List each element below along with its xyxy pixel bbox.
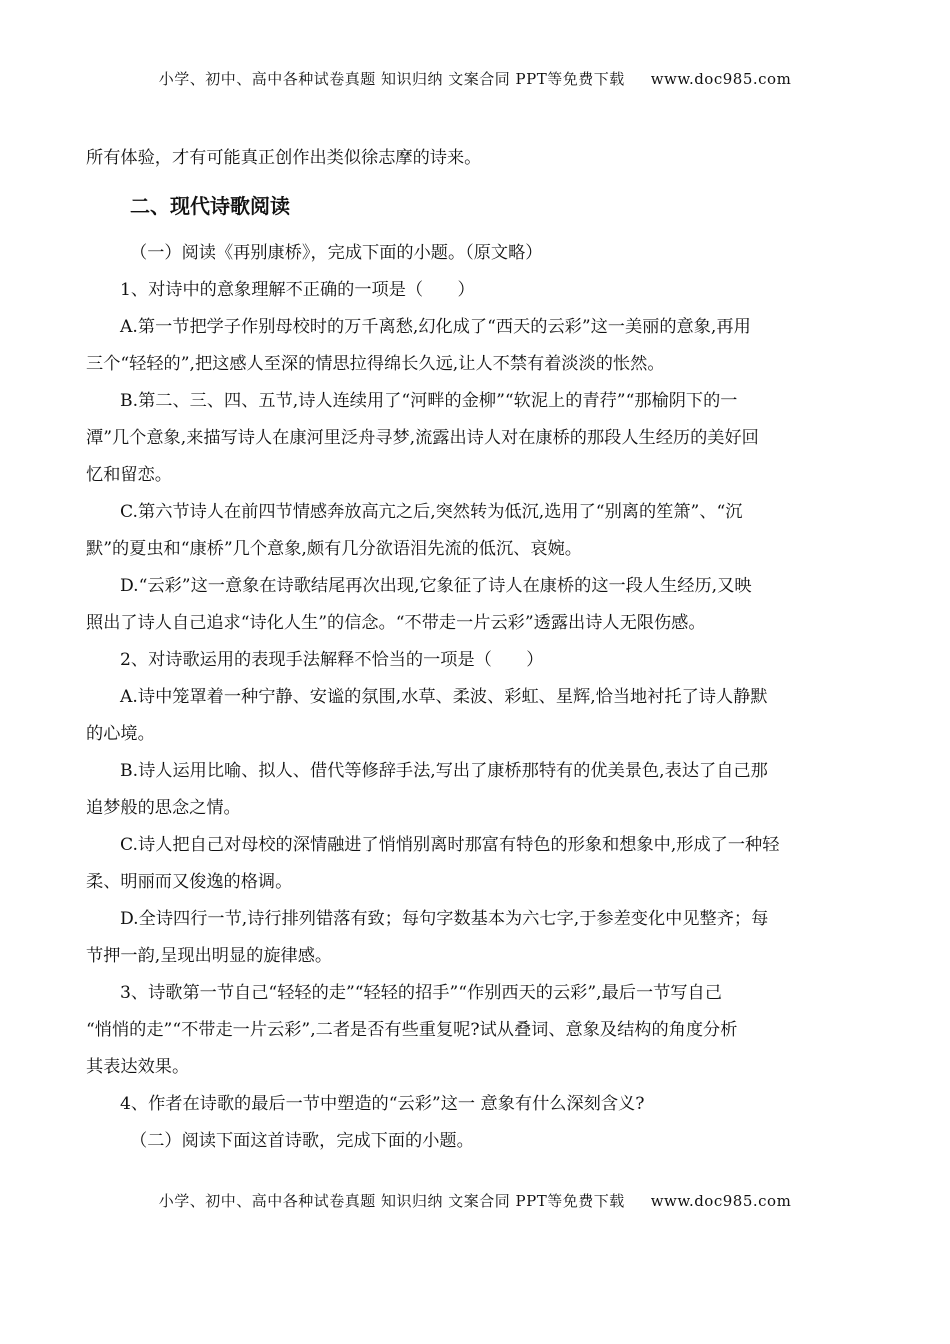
q1-option-b (86, 383, 866, 494)
q2-c-line-2: 柔、明丽而又俊逸的格调。 (86, 872, 293, 892)
page-header (0, 68, 950, 89)
document-body (86, 140, 866, 1160)
q1-d-line-2: 照出了诗人自己追求“诗化人生”的信念。“不带走一片云彩”透露出诗人无限伤感。 (86, 613, 706, 633)
q2-option-b (86, 753, 866, 827)
q2-d-line-1: D.全诗四行一节,诗行排列错落有致；每句字数基本为六七字,于参差变化中见整齐；每 (120, 909, 769, 929)
q3-line-2: “悄悄的走”“不带走一片云彩”,二者是否有些重复呢?试从叠词、意象及结构的角度分析 (86, 1020, 738, 1040)
q1-option-a (86, 309, 866, 383)
part2-heading: （二）阅读下面这首诗歌，完成下面的小题。 (130, 1131, 474, 1151)
q1-c-line-2: 默”的夏虫和“康桥”几个意象,颇有几分欲语泪先流的低沉、哀婉。 (86, 539, 582, 559)
q1-stem: 1、对诗中的意象理解不正确的一项是（ ） (120, 280, 475, 300)
q3-line-3: 其表达效果。 (86, 1057, 190, 1077)
q1-option-d (86, 568, 866, 642)
footer-text: 小学、初中、高中各种试卷真题 知识归纳 文案合同 PPT等免费下载 (158, 1192, 625, 1210)
section-title: 二、现代诗歌阅读 (130, 194, 290, 218)
header-site-link[interactable]: www.doc985.com (650, 70, 792, 88)
q1-a-line-2: 三个“轻轻的”,把这感人至深的情思拉得绵长久远,让人不禁有着淡淡的怅然。 (86, 354, 665, 374)
q1-a-line-1: A.第一节把学子作别母校时的万千离愁,幻化成了“西天的云彩”这一美丽的意象,再用 (120, 317, 751, 337)
intro-line: 所有体验，才有可能真正创作出类似徐志摩的诗来。 (86, 148, 482, 168)
q2-b-line-1: B.诗人运用比喻、拟人、借代等修辞手法,写出了康桥那特有的优美景色,表达了自己那 (120, 761, 768, 781)
q2-option-d (86, 901, 866, 975)
q3-line-1: 3、诗歌第一节自己“轻轻的走”“轻轻的招手”“作别西天的云彩”,最后一节写自己 (120, 983, 722, 1003)
q2-d-line-2: 节押一韵,呈现出明显的旋律感。 (86, 946, 333, 966)
page-footer (0, 1190, 950, 1211)
q1-b-line-2: 潭”几个意象,来描写诗人在康河里泛舟寻梦,流露出诗人对在康桥的那段人生经历的美好回 (86, 428, 759, 448)
q1-c-line-1: C.第六节诗人在前四节情感奔放高亢之后,突然转为低沉,选用了“别离的笙箫”、“沉 (120, 502, 743, 522)
q2-b-line-2: 追梦般的思念之情。 (86, 798, 241, 818)
header-text: 小学、初中、高中各种试卷真题 知识归纳 文案合同 PPT等免费下载 (158, 70, 625, 88)
q2-stem: 2、对诗歌运用的表现手法解释不恰当的一项是（ ） (120, 650, 544, 670)
q1-d-line-1: D.“云彩”这一意象在诗歌结尾再次出现,它象征了诗人在康桥的这一段人生经历,又映 (120, 576, 752, 596)
q1-b-line-1: B.第二、三、四、五节,诗人连续用了“河畔的金柳”“软泥上的青荇”“那榆阴下的一 (120, 391, 738, 411)
q4: 4、作者在诗歌的最后一节中塑造的“云彩”这一 意象有什么深刻含义? (120, 1094, 645, 1114)
q2-option-a (86, 679, 866, 753)
q3 (86, 975, 866, 1086)
q2-a-line-2: 的心境。 (86, 724, 155, 744)
q2-c-line-1: C.诗人把自己对母校的深情融进了悄悄别离时那富有特色的形象和想象中,形成了一种轻 (120, 835, 780, 855)
part1-heading: （一）阅读《再别康桥》，完成下面的小题。（原文略） (130, 243, 543, 263)
q2-option-c (86, 827, 866, 901)
q1-option-c (86, 494, 866, 568)
q2-a-line-1: A.诗中笼罩着一种宁静、安谧的氛围,水草、柔波、彩虹、星辉,恰当地衬托了诗人静默 (120, 687, 768, 707)
q1-b-line-3: 忆和留恋。 (86, 465, 172, 485)
footer-site-link[interactable]: www.doc985.com (650, 1192, 792, 1210)
